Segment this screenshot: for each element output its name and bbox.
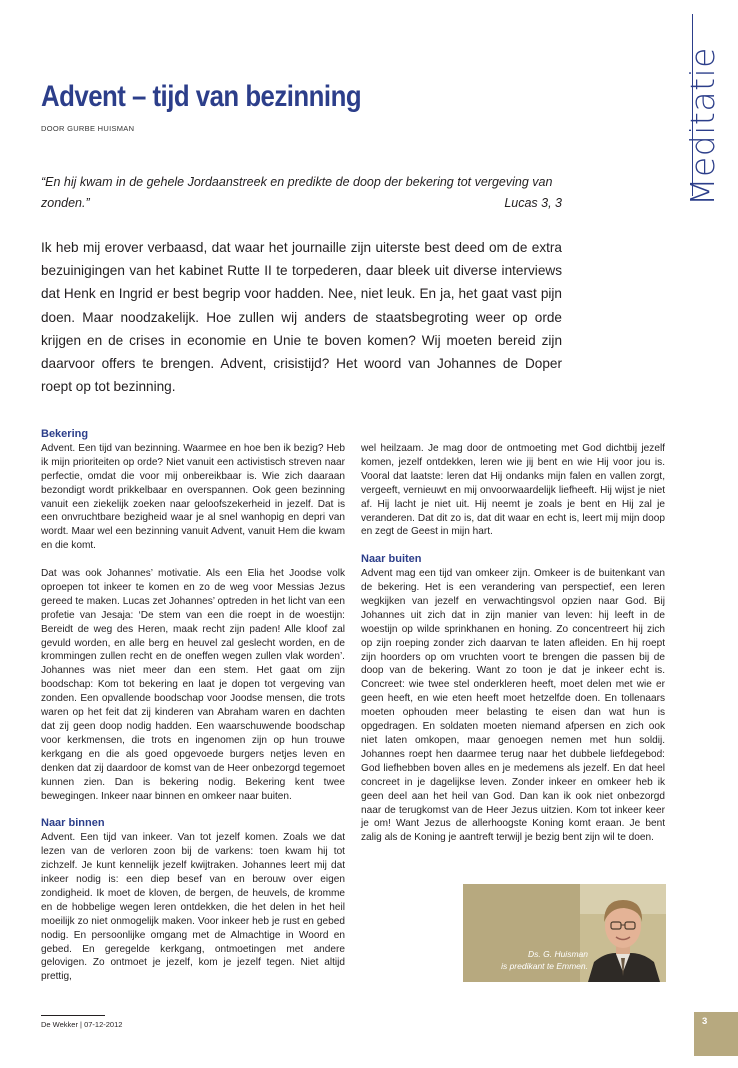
heading-naar-buiten: Naar buiten (361, 553, 422, 566)
paragraph: Advent mag een tijd van omkeer zijn. Omkeer is de buitenkant van de bekering. Het is een verandering van perspectief, een leren wegkijken van jezelf en verwachtingsvol opzien naar God. Bij Johannes uit zich dat in zijn manier van leven: hij leeft in de woestijn op wilde sprinkhanen en honing. Zo concentreert hij zich op zijn roeping zonder zich daarvan te laten afleiden. En hij roept zijn hoorders op om vruchten voort te brengen die passen bij de doop van de bekering. Want zo toon je dat je inkeer echt is. Concreet: wie twee stel onderkleren heeft, moet delen met wie er geen heeft, en wie eten heeft moet hetzelfde doen. En tollenaars moeten ophouden meer belasting te eisen dan wat hun is opgedragen. En soldaten moeten niemand afpersen en zich ook niet laten omkopen, maar genoegen nemen met hun soldij. Johannes roept hen daarmee terug naar het dubbele liefdegebod: God liefhebben boven alles en je medemens als jezelf. En dat heel concreet in je dagelijkse leven. Zonder inkeer en omkeer heb ik geen deel aan het heil van God. Dan kan ik ook niet onbezorgd naar de terugkomst van de Heer Jezus uitzien. Kom tot inkeer keer je om! Want Jezus de allerhoogste Koning komt eraan. Je bent zalig als de Koning je aantreft terwijl je bezig bent zijn wil te doen. (361, 568, 665, 844)
footer-source: De Wekker | 07-12-2012 (41, 1020, 123, 1029)
caption-name: Ds. G. Huisman (528, 949, 588, 959)
byline: DOOR GURBE HUISMAN (41, 124, 135, 133)
author-photo-box (463, 884, 666, 982)
paragraph: Dat was ook Johannes’ motivatie. Als een Elia het Joodse volk oproepen tot inkeer te komen en zo de weg voor Messias Jezus gereed te maken. Lucas zet Johannes’ optreden in het licht van een profetie van Jesaja: ‘De stem van een die roept in de woestijn: Bereidt de weg des Heren, maak recht zijn paden! Alle kloof zal gevuld worden, en alle berg en heuvel zal geslecht worden, en de krommingen zullen recht en de oneffen wegen zullen vlak worden’. Johannes was niet meer dan een stem. Het gaat om zijn boodschap: Kom tot bekering en laat je dopen tot vergeving van zonden. Een opvallende boodschap voor Joodse mensen, die trots waren op het feit dat zij kinderen van Abraham waren en dachten dat zij geen doop nodig hadden. Een waarschuwende boodschap voor kerkmensen, die trots en ingenomen zijn op hun trouwe kerkgang en die als goed opgevoede burgers netjes leven en denken dat zij daardoor de komst van de Heer onbezorgd tegemoet kunnen zien. Dan is bekering nodig. Bekering kent twee bewegingen. Inkeer naar binnen en omkeer naar buiten. (41, 568, 345, 802)
paragraph: wel heilzaam. Je mag door de ontmoeting met God dichtbij jezelf komen, jezelf ontdekken, leren wie jij bent en wie Hij voor jou is. Vooral dat laatste: leren dat Hij ondanks mijn falen en vallen zorgt, vergeeft, vernieuwt en mij onvoorwaardelijk liefheeft. Hij wijst je niet af. Hij lacht je niet uit. Hij neemt je zoals je bent en Hij zal je veranderen. Dat dit zo is, dat dit waar en echt is, leert mij mijn doop en zegt de Geest in mijn hart. (361, 443, 665, 538)
section-label (682, 46, 722, 206)
author-photo (580, 884, 666, 982)
paragraph: Advent. Een tijd van bezinning. Waarmee en hoe ben ik bezig? Heb ik mijn prioriteiten op orde? Niet vanuit een activistisch streven naar perfectie, omdat die voor mij onbereikbaar is. Wie zich daaraan bezondigt wordt prikkelbaar en overspannen. Ook geen bezinning vanuit een ziekelijk zoeken naar geloofszekerheid in jezelf. Dat is een onvruchtbare bezigheid waar je al snel wanhopig en depri van wordt. Maar wel een bezinning vanuit Advent, vanuit Hem die kwam en die komt. (41, 442, 345, 552)
photo-caption (469, 948, 588, 972)
section-label-text: Meditatie (682, 46, 722, 206)
caption-role: is predikant te Emmen. (501, 961, 588, 971)
article-title: Advent – tijd van bezinning (41, 80, 362, 113)
heading-naar-binnen: Naar binnen (41, 817, 105, 830)
footer-rule (41, 1015, 105, 1016)
bible-quote (41, 172, 562, 214)
paragraph: Advent. Een tijd van inkeer. Van tot jezelf komen. Zoals we dat lezen van de verloren zoon bij de varkens: toen kwam hij tot zichzelf. Je kunt kennelijk jezelf kwijtraken. Johannes leert mij dat inkeer nodig is: een diep besef van en berouw over eigen zondigheid. Ik moet de kloven, de bergen, de heuvels, de kromme en de hobbelige wegen leren ontdekken, die het delen in het heil moeilijk zo niet onmogelijk maken. Voor inkeer heb je rust en gebed nodig. En persoonlijke omgang met de Almachtige in Woord en gebed. En geregelde kerkgang, ontmoetingen met andere gelovigen. Zo ontmoet je jezelf, kom je jezelf tegen. Niet altijd prettig, (41, 832, 345, 983)
column-right (361, 442, 665, 845)
column-left (41, 428, 345, 984)
heading-bekering: Bekering (41, 428, 89, 440)
quote-text: “En hij kwam in de gehele Jordaanstreek en predikte de doop der bekering tot vergeving van zonden.” (41, 175, 553, 210)
intro-paragraph: Ik heb mij erover verbaasd, dat waar het journaille zijn uiterste best deed om de extra bezuinigingen van het kabinet Rutte II te torpederen, daar bleek uit diverse interviews dat Henk en Ingrid er best begrip voor hadden. Nee, niet leuk. En ja, het gaat vast pijn doen. Maar noodzakelijk. Hoe zullen wij anders de staatsbegroting weer op orde krijgen en de crises in economie en Unie te boven komen? Wij moeten bereid zijn daarvoor offers te brengen. Advent, crisistijd? Het woord van Johannes de Doper roept op tot bezinning. (41, 240, 562, 395)
page-number-tab (694, 1012, 738, 1056)
page-number: 3 (702, 1016, 708, 1027)
quote-reference: Lucas 3, 3 (504, 196, 562, 210)
